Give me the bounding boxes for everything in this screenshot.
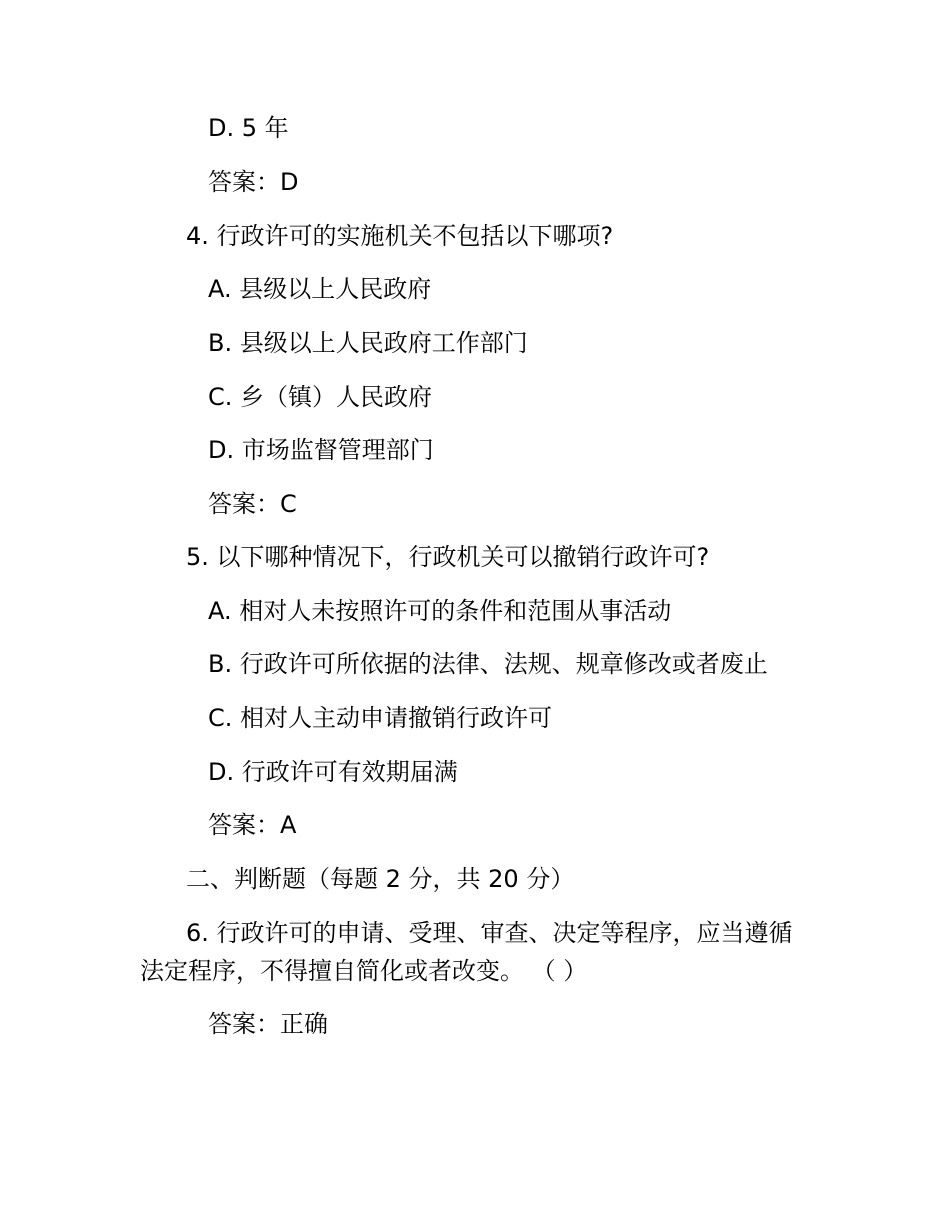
q5-question: 5. 以下哪种情况下，行政机关可以撤销行政许可? bbox=[186, 543, 710, 571]
q5-option-b: B. 行政许可所依据的法律、法规、规章修改或者废止 bbox=[208, 650, 768, 678]
q4-option-c: C. 乡（镇）人民政府 bbox=[208, 383, 433, 411]
q4-question: 4. 行政许可的实施机关不包括以下哪项? bbox=[186, 222, 614, 250]
q6-answer: 答案：正确 bbox=[208, 1010, 328, 1038]
q6-question-line-1: 6. 行政许可的申请、受理、审查、决定等程序，应当遵循 bbox=[186, 919, 793, 947]
q4-option-b: B. 县级以上人民政府工作部门 bbox=[208, 329, 528, 357]
q4-option-d: D. 市场监督管理部门 bbox=[208, 436, 434, 464]
q4-answer: 答案：C bbox=[208, 490, 297, 518]
q5-option-d: D. 行政许可有效期届满 bbox=[208, 758, 458, 786]
q5-answer: 答案：A bbox=[208, 811, 297, 839]
section-2-heading: 二、判断题（每题 2 分，共 20 分） bbox=[186, 865, 575, 893]
q6-question-line-2: 法定程序，不得擅自简化或者改变。 （ ） bbox=[140, 957, 588, 985]
q5-option-c: C. 相对人主动申请撤销行政许可 bbox=[208, 704, 553, 732]
q5-option-a: A. 相对人未按照许可的条件和范围从事活动 bbox=[208, 597, 672, 625]
q3-answer: 答案：D bbox=[208, 168, 299, 196]
q4-option-a: A. 县级以上人民政府 bbox=[208, 275, 432, 303]
q3-option-d: D. 5 年 bbox=[208, 114, 289, 142]
